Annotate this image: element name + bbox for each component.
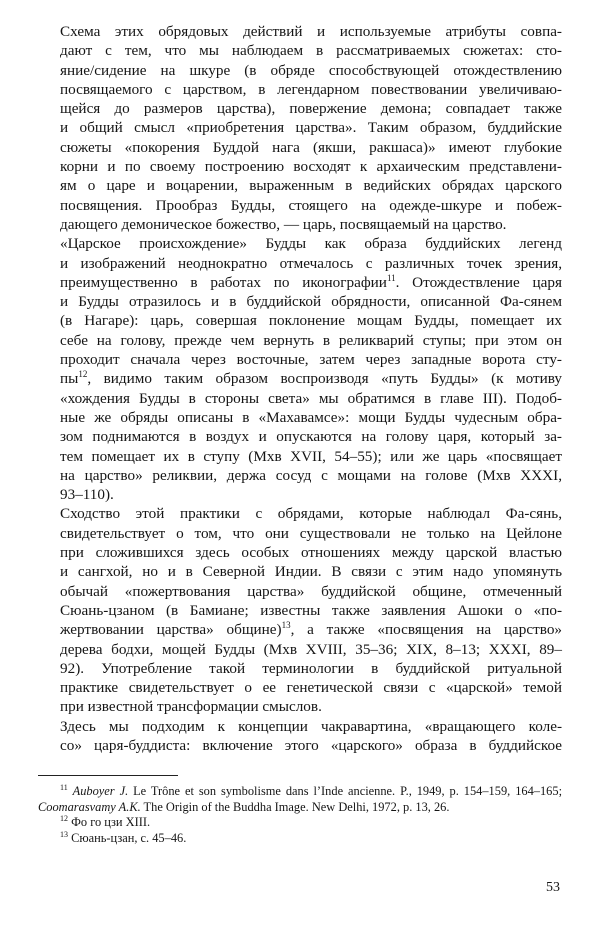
footnote-author: Auboyer J. [72,784,129,799]
paragraph-1 [38,22,562,234]
text-line: 92). Употребление такой терминологии в буддийской ритуальной [60,659,562,677]
text-segment: пы [60,370,79,388]
text-line: Сюань-цзаном (в Бамиане; известны также заявления Ашоки о «по- [60,601,562,619]
text-line: свидетельствует о том, что они существовали не только на Цейлоне [60,524,562,542]
main-text [38,22,562,755]
text-line: зом поднимаются в воздух и опускаются на голову царя, который за- [60,428,562,446]
text-line: Здесь мы подходим к концепции чакравартина, «вращающего коле- [60,717,562,735]
text-line: дерева бодхи, мощей Будды (Мхв XVIII, 35–36; XIX, 8–13; XXXI, 89– [60,640,562,658]
text-line: при известной трансформации смыслов. [60,698,322,716]
page-number: 53 [546,880,560,895]
text-segment: жертвовании царства» общине) [60,621,282,639]
footnote-11 [38,784,562,815]
text-line: «хождения Будды в стороны света» мы обратимся в главе III). Подоб- [60,389,562,407]
footnote-ref-12[interactable]: 12 [78,369,88,380]
paragraph-2 [38,234,562,504]
text-line: «Царское происхождение» Будды как образа буддийских легенд [60,235,562,253]
text-line: ные же обряды описаны в «Махавамсе»: мощи Будды чудесным обра- [60,408,562,426]
text-line: сюжеты «покорения Буддой нага (якши, ракшаса)» имеют глубокие [60,138,562,156]
text-line: посвящения. Прообраз Будды, стоящего на одежде-шкуре и побеж- [60,196,562,214]
footnote-mark: 11 [60,783,68,793]
text-line: и сангхой, но и в Северной Индии. В связи с этим надо упомянуть [60,563,562,581]
text-line: и Будды отразилось и в буддийской обрядности, описанной Фа-сянем [60,293,562,311]
text-line-with-ref [38,369,562,388]
text-segment: . Отождествление царя [395,273,563,291]
footnote-text: 164–165; [515,784,563,799]
text-line: Сходство этой практики с обрядами, которые наблюдал Фа-сянь, [60,505,562,523]
text-line: щейся до размеров царства), повержение демона; совпадает также [60,100,562,118]
text-line: Схема этих обрядовых действий и используемые атрибуты совпа- [60,23,562,40]
text-line: и общий смысл «приобретения царства». Таким образом, буддийские [60,119,562,137]
footnote-text: Фо го цзи XIII. [71,815,151,830]
text-line: со» царя-буддиста: включение этого «царского» образа в буддийское [60,736,562,754]
text-line: посвящаемого с царством, в легендарном повествовании увеличиваю- [60,80,562,98]
text-segment: , а также «посвящения на царство» [290,621,563,639]
footnote-text: Сюань-цзан, с. 45–46. [71,830,187,845]
footnote-author: Coomarasvamy A.K. [38,799,141,814]
footnote-mark: 12 [60,814,68,824]
footnotes [38,784,562,846]
footnote-mark: 13 [60,829,68,839]
text-line: корни и по своему построению восходят к архаическим представлени- [60,158,562,176]
footnote-ref-11[interactable]: 11 [386,272,396,283]
footnote-text: The Origin of the Buddha Image. New Delhi, 1972, p. 13, 26. [140,799,450,814]
text-line: и изображений неоднократно отмечалось с различных точек зрения, [60,254,562,272]
text-line-with-ref [38,273,562,292]
text-line: на царство» реликвии, держа сосуд с мощами на голове (Мхв XXXI, [60,466,562,484]
text-line: при сложившихся здесь особых отношениях между царской властью [60,544,562,562]
paragraph-4 [38,717,562,756]
text-line: ям о царе и воцарении, выраженным в ведийских обрядах царского [60,177,562,195]
text-line: (в Нагаре): царь, совершая поклонение мощам Будды, помещает их [60,312,562,330]
text-segment: , видимо таким образом воспроизводя «путь Будды» (к мотиву [87,370,562,388]
paragraph-3 [38,504,562,716]
text-line: тем помещает их в ступу (Мхв XVII, 54–55); или же царь «посвящает [60,447,562,465]
text-line: дающего демоническое божество, — царь, посвящаемый на царство. [60,215,507,233]
text-segment: преимущественно в работах по иконографии [60,273,387,291]
text-line-with-ref [38,620,562,639]
text-line: 93–110). [60,486,114,504]
text-line: обычай «пожертвования царства» буддийской общине, отмеченный [60,582,562,600]
footnote-12 [38,815,562,831]
text-line: практике свидетельствует о ее генетической связи с «царской» темой [60,679,562,697]
text-line: дают с тем, что мы наблюдаем в рассматриваемых сюжетах: сто- [60,42,562,60]
text-line: проходит сначала через восточные, затем через западные ворота сту- [60,351,562,369]
footnote-ref-13[interactable]: 13 [281,620,291,631]
footnote-13 [38,831,562,847]
footnote-text: Le Trône et son symbolisme dans l’Inde ancienne. P., 1949, p. 154–159, [128,784,511,799]
footnote-divider [38,775,178,776]
text-line: яние/сидение на шкуре (в обряде способствующей отождествлению [60,61,562,79]
text-line: себе на голову, прежде чем вернуть в реликварий ступы; при этом он [60,331,562,349]
